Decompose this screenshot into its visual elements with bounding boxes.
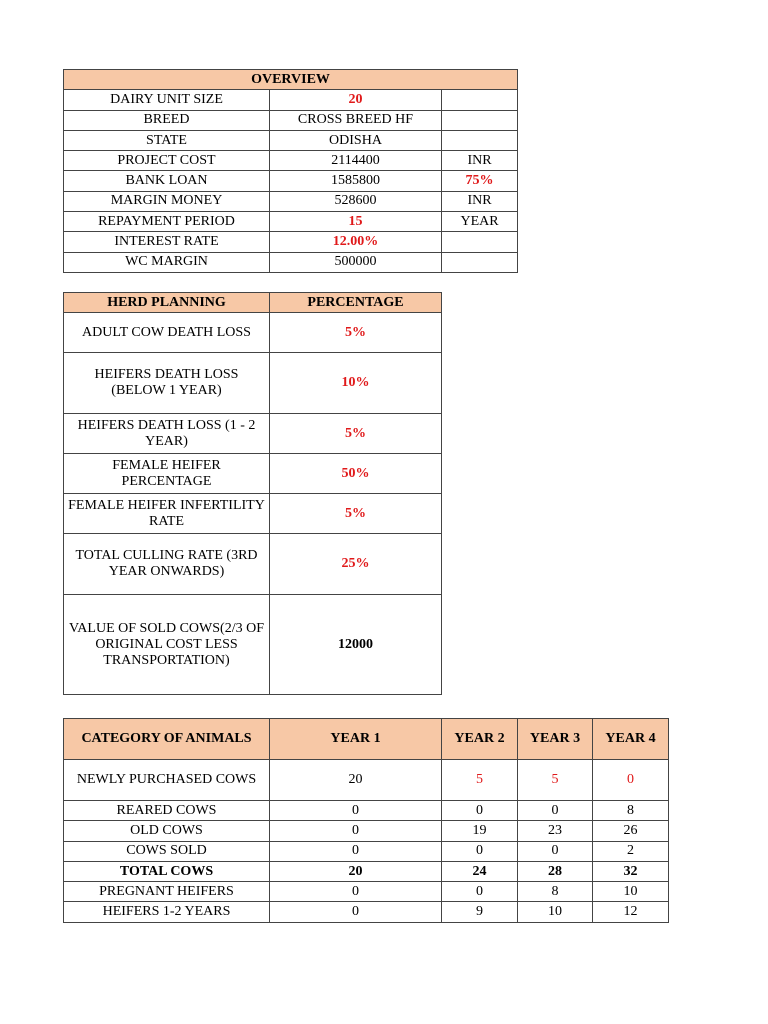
overview-title: OVERVIEW <box>64 70 518 90</box>
overview-row <box>64 110 518 130</box>
category-value: 10 <box>593 882 669 902</box>
category-value: 0 <box>270 902 442 922</box>
overview-row <box>64 191 518 211</box>
overview-row <box>64 151 518 171</box>
overview-row <box>64 171 518 191</box>
category-value: 32 <box>593 861 669 881</box>
category-label: HEIFERS 1-2 YEARS <box>64 902 270 922</box>
overview-row <box>64 130 518 150</box>
category-value: 24 <box>442 861 518 881</box>
herd-label: VALUE OF SOLD COWS(2/3 OF ORIGINAL COST LESS TRANSPORTATION) <box>64 595 270 695</box>
herd-row <box>64 534 442 595</box>
overview-value: 20 <box>270 90 442 110</box>
herd-value: 10% <box>270 353 442 414</box>
category-value: 12 <box>593 902 669 922</box>
herd-value: 5% <box>270 313 442 353</box>
overview-value: 500000 <box>270 252 442 272</box>
category-value: 0 <box>270 882 442 902</box>
herd-value: 50% <box>270 454 442 494</box>
herd-value: 12000 <box>270 595 442 695</box>
herd-label: TOTAL CULLING RATE (3RD YEAR ONWARDS) <box>64 534 270 595</box>
overview-label: PROJECT COST <box>64 151 270 171</box>
overview-unit <box>442 110 518 130</box>
overview-value: 15 <box>270 212 442 232</box>
overview-label: REPAYMENT PERIOD <box>64 212 270 232</box>
category-row <box>64 801 669 821</box>
category-label: PREGNANT HEIFERS <box>64 882 270 902</box>
overview-unit <box>442 232 518 252</box>
herd-header-label: HERD PLANNING <box>64 293 270 313</box>
overview-label: MARGIN MONEY <box>64 191 270 211</box>
category-row <box>64 841 669 861</box>
category-row <box>64 760 669 801</box>
herd-label: FEMALE HEIFER INFERTILITY RATE <box>64 494 270 534</box>
category-value: 8 <box>518 882 593 902</box>
category-header: CATEGORY OF ANIMALS <box>64 719 270 760</box>
overview-label: BANK LOAN <box>64 171 270 191</box>
category-value: 0 <box>270 801 442 821</box>
overview-unit: INR <box>442 151 518 171</box>
category-value: 8 <box>593 801 669 821</box>
category-value: 0 <box>442 841 518 861</box>
herd-label: HEIFERS DEATH LOSS (BELOW 1 YEAR) <box>64 353 270 414</box>
herd-label: FEMALE HEIFER PERCENTAGE <box>64 454 270 494</box>
herd-header-row <box>64 293 442 313</box>
overview-label: BREED <box>64 110 270 130</box>
category-value: 0 <box>270 821 442 841</box>
overview-unit <box>442 90 518 110</box>
overview-value: 1585800 <box>270 171 442 191</box>
category-row <box>64 882 669 902</box>
herd-label: HEIFERS DEATH LOSS (1 - 2 YEAR) <box>64 414 270 454</box>
overview-unit <box>442 252 518 272</box>
overview-label: DAIRY UNIT SIZE <box>64 90 270 110</box>
herd-row <box>64 414 442 454</box>
herd-row <box>64 313 442 353</box>
overview-unit: INR <box>442 191 518 211</box>
category-value: 26 <box>593 821 669 841</box>
overview-label: INTEREST RATE <box>64 232 270 252</box>
herd-value: 25% <box>270 534 442 595</box>
overview-value: ODISHA <box>270 130 442 150</box>
herd-row <box>64 353 442 414</box>
herd-label: ADULT COW DEATH LOSS <box>64 313 270 353</box>
overview-row <box>64 232 518 252</box>
category-value: 0 <box>270 841 442 861</box>
overview-row <box>64 212 518 232</box>
herd-row <box>64 494 442 534</box>
overview-value: CROSS BREED HF <box>270 110 442 130</box>
category-value: 19 <box>442 821 518 841</box>
category-value: 10 <box>518 902 593 922</box>
category-value: 9 <box>442 902 518 922</box>
category-value: 0 <box>593 760 669 801</box>
category-value: 0 <box>442 882 518 902</box>
overview-label: WC MARGIN <box>64 252 270 272</box>
herd-value: 5% <box>270 414 442 454</box>
herd-row <box>64 454 442 494</box>
category-value: 2 <box>593 841 669 861</box>
category-value: 0 <box>518 841 593 861</box>
overview-label: STATE <box>64 130 270 150</box>
total-cows-row <box>64 861 669 881</box>
year-header: YEAR 2 <box>442 719 518 760</box>
year-header: YEAR 4 <box>593 719 669 760</box>
category-value: 0 <box>442 801 518 821</box>
overview-unit: YEAR <box>442 212 518 232</box>
category-value: 23 <box>518 821 593 841</box>
herd-value: 5% <box>270 494 442 534</box>
category-label: NEWLY PURCHASED COWS <box>64 760 270 801</box>
category-value: 0 <box>518 801 593 821</box>
category-of-animals-table <box>63 718 669 923</box>
category-row <box>64 821 669 841</box>
overview-value: 12.00% <box>270 232 442 252</box>
category-value: 5 <box>518 760 593 801</box>
overview-table <box>63 69 518 273</box>
category-value: 20 <box>270 760 442 801</box>
overview-unit: 75% <box>442 171 518 191</box>
overview-value: 2114400 <box>270 151 442 171</box>
category-value: 28 <box>518 861 593 881</box>
year-header: YEAR 1 <box>270 719 442 760</box>
category-label: REARED COWS <box>64 801 270 821</box>
herd-row <box>64 595 442 695</box>
overview-header-row <box>64 70 518 90</box>
herd-header-value: PERCENTAGE <box>270 293 442 313</box>
category-label: OLD COWS <box>64 821 270 841</box>
category-value: 5 <box>442 760 518 801</box>
overview-row <box>64 252 518 272</box>
overview-row <box>64 90 518 110</box>
category-row <box>64 902 669 922</box>
category-label: COWS SOLD <box>64 841 270 861</box>
overview-value: 528600 <box>270 191 442 211</box>
year-header: YEAR 3 <box>518 719 593 760</box>
category-label: TOTAL COWS <box>64 861 270 881</box>
category-header-row <box>64 719 669 760</box>
category-value: 20 <box>270 861 442 881</box>
herd-planning-table <box>63 292 442 695</box>
overview-unit <box>442 130 518 150</box>
